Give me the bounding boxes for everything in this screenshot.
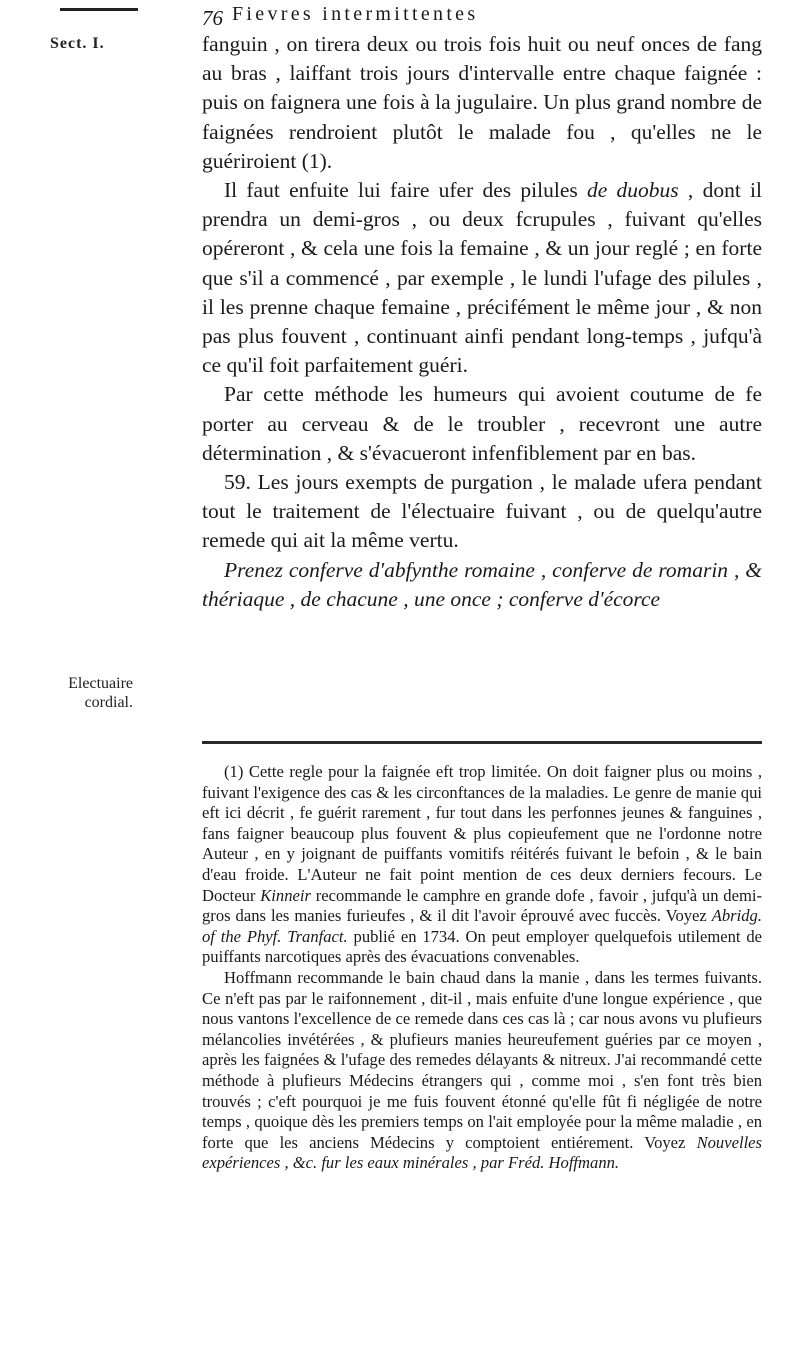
footnote-1-text-b: recommande le camphre en grande dofe , favoir , jufqu'à un demi-gros dans les manies furieufes , & il dit l'avoir éprouvé avec fuccès. Voyez — [202, 885, 763, 926]
running-head: Fievres intermittentes — [232, 3, 479, 25]
paragraph-2 — [202, 176, 762, 380]
recipe-paragraph: Prenez conferve d'abfynthe romaine , conferve de romarin , & thériaque , de chacune , une once ; conferve d'écorce — [202, 557, 762, 611]
margin-note-electuaire: Electuaire cordial. — [68, 675, 133, 711]
footnote-1-text-c: publié en 1734. On peut employer quelquefois utilement de puiffants narcotiques après des évacuations convenables. — [202, 926, 763, 967]
footnote-2-reference: Nouvelles expériences , &c. fur les eaux minérales , par Fréd. Hoffmann. — [202, 1132, 762, 1173]
footnote-1-reference: Abridg. of the Phyf. Tranfact. — [202, 906, 762, 946]
margin-note-section: Sect. I. — [50, 35, 105, 52]
footnote-1-kinneir: Kinneir — [260, 885, 311, 905]
footnote-paragraph-1 — [202, 762, 762, 968]
main-text — [202, 30, 762, 614]
page-number: 76 — [202, 6, 223, 30]
paragraph-2-italic: de duobus — [587, 178, 679, 203]
paragraph-1: fanguin , on tirera deux ou trois fois huit ou neuf onces de fang au bras , laiffant trois jours d'intervalle entre chaque faignée : puis on faignera une fois à la jugulaire. Un plus grand nombre de faignées rendroient plutôt le malade fou , qu'elles ne le guériroient (1). — [202, 32, 762, 173]
paragraph-2-text-b: , dont il prendra un demi-gros , ou deux fcrupules , fuivant qu'elles opéreront , & cela une fois la femaine , & un jour reglé ; en forte que s'il a commencé , par exemple , le lundi l'ufage des pilules , il les prenne chaque femaine , précifément le même jour , & non pas plus fouvent , continuant ainfi pendant long-temps , jufqu'à ce qu'il foit parfaitement guéri. — [202, 178, 762, 378]
footnote-paragraph-2 — [202, 968, 762, 1174]
header-rule — [60, 8, 138, 11]
footnote-2-text-a: Hoffmann recommande le bain chaud dans la manie , dans les termes fuivants. Ce n'eft pas par le raifonnement , dit-il , mais enfuite d'une longue expérience , que nous vantons l'excellence de ce remede dans ces cas là ; car nous avons vu plufieurs mélancolies invétérées , & plufieurs manies heureufement guéries par ce moyen , après les faignées & l'ufage des remedes délayants & nitreux. J'ai recommandé cette méthode à plufieurs Médecins étrangers qui , comme moi , s'en font très bien trouvés ; c'eft pourquoi je me fuis fouvent étonné qu'elle fût fi négligée de notre temps , quoique dès les premiers temps on l'ait employée pour la même maladie , en forte que les anciens Médecins y comptoient entiérement. Voyez — [202, 967, 762, 1152]
footnote — [202, 762, 762, 1174]
footnote-rule — [202, 741, 762, 744]
paragraph-3: Par cette méthode les humeurs qui avoient coutume de fe porter au cerveau & de le troubler , recevront une autre détermination , & s'évacueront infenfiblement par en bas. — [202, 382, 762, 465]
paragraph-2-text-a: Il faut enfuite lui faire ufer des pilules — [224, 178, 587, 203]
footnote-1-text-a: (1) Cette regle pour la faignée eft trop limitée. On doit faigner plus ou moins , fuivant l'exigence des cas & les circonftances de la maladies. Le genre de manie qui eft ici décrit , fe guérit rarement , fur tout dans les perfonnes jeunes & fanguines , fans faigner beaucoup plus fouvent & plus copieufement que ne l'ordonne notre Auteur , en y joignant de puiffants vomitifs réitérés fuivant le befoin , & le bain d'eau froide. L'Auteur ne fait point mention de ces deux derniers fecours. Le Docteur — [202, 762, 762, 905]
paragraph-4: 59. Les jours exempts de purgation , le malade ufera pendant tout le traitement de l'électuaire fuivant , ou de quelqu'autre remede qui ait la même vertu. — [202, 470, 762, 553]
